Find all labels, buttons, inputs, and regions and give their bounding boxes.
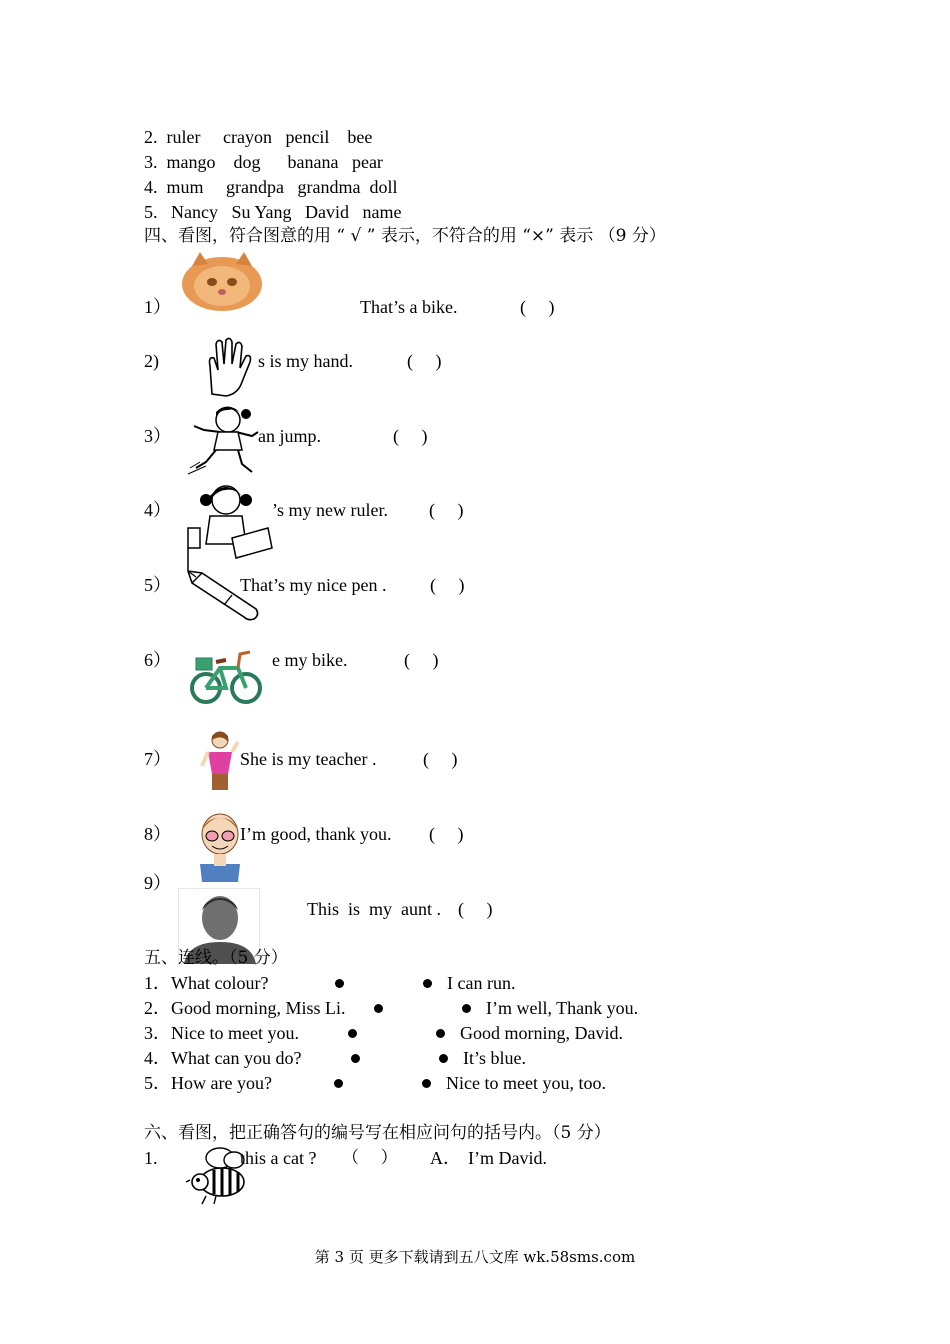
word-line-4: 4. mum grandpa grandma doll xyxy=(144,177,398,197)
match-right-2: I’m well, Thank you. xyxy=(486,998,639,1018)
hand-icon xyxy=(202,336,258,398)
item-2-text: s is my hand. xyxy=(258,351,354,371)
bee-icon xyxy=(186,1144,248,1206)
bicycle-icon xyxy=(190,642,262,706)
item-9-text: This is my aunt . xyxy=(307,899,441,919)
teacher-icon xyxy=(198,730,242,794)
answer-a-label: A． xyxy=(430,1148,461,1168)
item-3-answer[interactable]: ( ) xyxy=(393,426,428,446)
item-7-number: 7） xyxy=(144,749,171,769)
match-right-dot-4[interactable] xyxy=(439,1054,448,1063)
q1-number: 1. xyxy=(144,1148,158,1168)
match-left-1: 1．What colour? xyxy=(144,973,269,993)
match-left-dot-2[interactable] xyxy=(374,1004,383,1013)
section6-title: 六、看图，把正确答句的编号写在相应问句的括号内。（5 分） xyxy=(144,1123,611,1143)
match-left-dot-1[interactable] xyxy=(335,979,344,988)
item-3-text: an jump. xyxy=(258,426,321,446)
item-2-answer[interactable]: ( ) xyxy=(407,351,442,371)
match-left-4: 4．What can you do? xyxy=(144,1048,302,1068)
item-3-number: 3） xyxy=(144,426,171,446)
match-left-2: 2．Good morning, Miss Li. xyxy=(144,998,346,1018)
item-8-answer[interactable]: ( ) xyxy=(429,824,464,844)
match-right-5: Nice to meet you, too. xyxy=(446,1073,606,1093)
reading-girl-icon xyxy=(186,478,274,570)
word-line-5: 5. Nancy Su Yang David name xyxy=(144,202,402,222)
item-1-text: That’s a bike. xyxy=(360,297,458,317)
item-6-number: 6） xyxy=(144,650,171,670)
item-6-text: e my bike. xyxy=(272,650,348,670)
item-5-number: 5） xyxy=(144,575,171,595)
cat-photo-icon xyxy=(180,250,264,312)
match-right-4: It’s blue. xyxy=(463,1048,526,1068)
item-8-number: 8） xyxy=(144,824,171,844)
word-line-2: 2. ruler crayon pencil bee xyxy=(144,127,373,147)
match-right-1: I can run. xyxy=(447,973,516,993)
match-left-dot-5[interactable] xyxy=(334,1079,343,1088)
item-5-answer[interactable]: ( ) xyxy=(430,575,465,595)
answer-a-text: I’m David. xyxy=(468,1148,547,1168)
section5-title: 五、连线。（5 分） xyxy=(144,948,288,968)
item-1-answer[interactable]: ( ) xyxy=(520,297,555,317)
match-right-dot-1[interactable] xyxy=(423,979,432,988)
item-7-text: She is my teacher . xyxy=(240,749,377,769)
match-right-dot-5[interactable] xyxy=(422,1079,431,1088)
grandpa-icon xyxy=(194,812,244,882)
match-left-dot-4[interactable] xyxy=(351,1054,360,1063)
item-4-answer[interactable]: ( ) xyxy=(429,500,464,520)
match-right-3: Good morning, David. xyxy=(460,1023,623,1043)
item-8-text: I’m good, thank you. xyxy=(240,824,392,844)
word-line-3: 3. mango dog banana pear xyxy=(144,152,383,172)
item-4-text: ’s my new ruler. xyxy=(272,500,388,520)
item-6-answer[interactable]: ( ) xyxy=(404,650,439,670)
item-2-number: 2) xyxy=(144,351,159,371)
match-right-dot-2[interactable] xyxy=(462,1004,471,1013)
match-right-dot-3[interactable] xyxy=(436,1029,445,1038)
q1-text: this a cat ? xyxy=(240,1148,317,1168)
jumping-girl-icon xyxy=(186,402,266,478)
item-5-text: That’s my nice pen . xyxy=(240,575,387,595)
match-left-5: 5．How are you? xyxy=(144,1073,272,1093)
item-1-number: 1） xyxy=(144,297,171,317)
match-left-dot-3[interactable] xyxy=(348,1029,357,1038)
match-left-3: 3．Nice to meet you. xyxy=(144,1023,299,1043)
item-4-number: 4） xyxy=(144,500,171,520)
item-7-answer[interactable]: ( ) xyxy=(423,749,458,769)
item-9-answer[interactable]: ( ) xyxy=(458,899,493,919)
section4-title: 四、看图，符合图意的用 “ √ ” 表示，不符合的用 “×” 表示 （9 分） xyxy=(144,226,666,246)
item-9-number: 9） xyxy=(144,873,171,893)
page-footer: 第 3 页 更多下载请到五八文库 wk.58sms.com xyxy=(314,1248,636,1266)
q1-answer[interactable]: （ ） xyxy=(342,1148,398,1168)
